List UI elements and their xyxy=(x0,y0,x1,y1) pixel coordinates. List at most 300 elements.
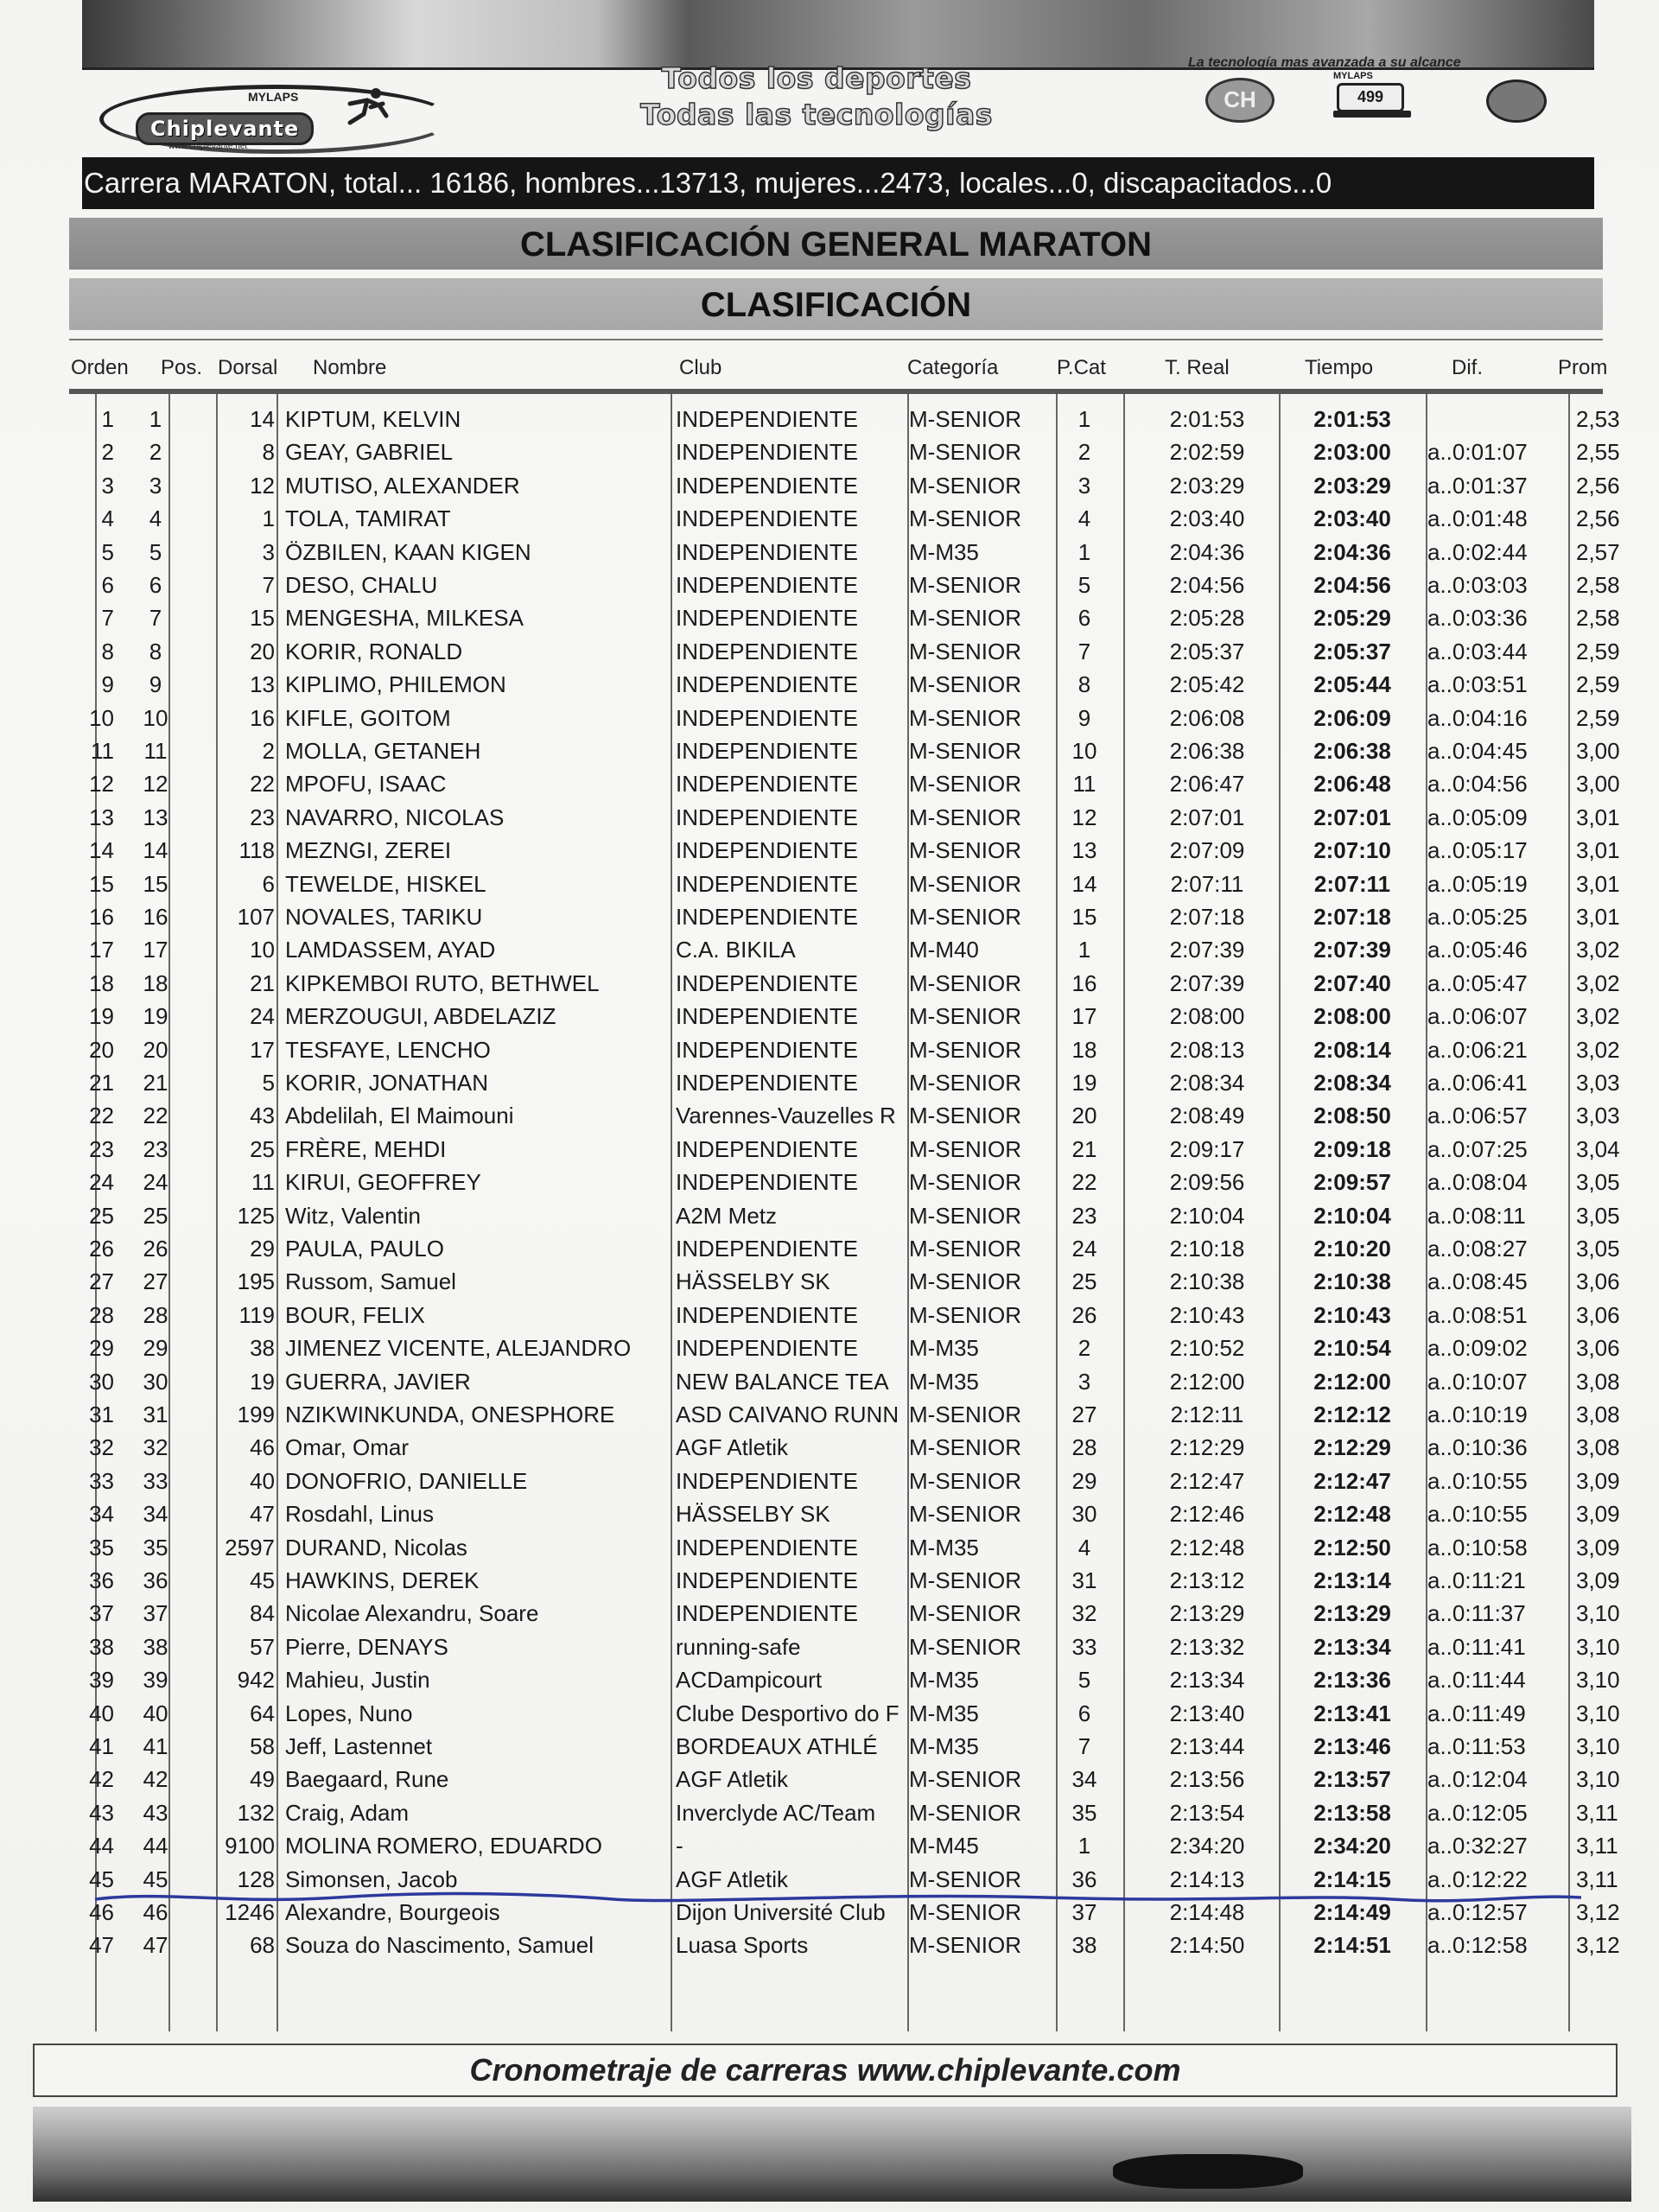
cell-prom: 3,08 xyxy=(1576,1368,1620,1395)
cell-treal: 2:13:40 xyxy=(1169,1700,1245,1726)
cell-orden: 27 xyxy=(89,1268,114,1295)
cell-club: INDEPENDIENTE xyxy=(676,505,858,532)
cell-dorsal: 20 xyxy=(250,638,275,664)
cell-treal: 2:05:28 xyxy=(1169,605,1245,632)
cell-treal: 2:13:44 xyxy=(1169,1733,1245,1759)
cell-pcat: 17 xyxy=(1071,1003,1097,1030)
cell-club: A2M Metz xyxy=(676,1202,778,1229)
cell-prom: 3,09 xyxy=(1576,1467,1620,1494)
cell-club: INDEPENDIENTE xyxy=(676,837,858,864)
cell-orden: 9 xyxy=(101,671,114,698)
cell-treal: 2:13:29 xyxy=(1169,1600,1245,1627)
cell-cat: M-M45 xyxy=(909,1833,979,1859)
cell-treal: 2:13:34 xyxy=(1169,1667,1245,1694)
cell-orden: 33 xyxy=(89,1467,114,1494)
cell-orden: 17 xyxy=(89,937,114,963)
cell-club: AGF Atletik xyxy=(676,1766,789,1793)
table-row xyxy=(0,1728,1659,1761)
cell-treal: 2:12:48 xyxy=(1169,1534,1245,1560)
cell-pcat: 27 xyxy=(1071,1402,1097,1427)
table-row xyxy=(0,799,1659,832)
photo-shape xyxy=(1113,2154,1303,2189)
cell-nombre: Souza do Nascimento, Samuel xyxy=(285,1932,594,1959)
cell-cat: M-M35 xyxy=(909,1733,979,1759)
cell-tiempo: 2:09:18 xyxy=(1313,1135,1391,1162)
cell-club: C.A. BIKILA xyxy=(676,937,796,963)
cell-dorsal: 49 xyxy=(250,1766,275,1793)
cell-pcat: 9 xyxy=(1077,704,1091,731)
cell-cat: M-SENIOR xyxy=(909,1236,1021,1262)
results-table xyxy=(0,394,1659,2031)
cell-treal: 2:07:39 xyxy=(1169,937,1245,963)
cell-pos: 28 xyxy=(143,1301,168,1328)
table-row xyxy=(0,534,1659,567)
cell-club: INDEPENDIENTE xyxy=(676,904,858,930)
cell-prom: 3,10 xyxy=(1576,1766,1620,1793)
cell-treal: 2:01:53 xyxy=(1169,406,1245,432)
cell-treal: 2:08:49 xyxy=(1169,1103,1245,1129)
cell-nombre: Abdelilah, El Maimouni xyxy=(285,1103,514,1129)
cell-pcat: 3 xyxy=(1077,1368,1091,1395)
cell-dorsal: 25 xyxy=(250,1135,275,1162)
cell-club: INDEPENDIENTE xyxy=(676,538,858,565)
cell-tiempo: 2:12:48 xyxy=(1313,1501,1391,1528)
cell-club: INDEPENDIENTE xyxy=(676,738,858,764)
cell-club: INDEPENDIENTE xyxy=(676,1003,858,1030)
cell-cat: M-SENIOR xyxy=(909,969,1021,996)
cell-treal: 2:07:09 xyxy=(1169,837,1245,864)
cell-cat: M-SENIOR xyxy=(909,870,1021,897)
cell-dorsal: 64 xyxy=(250,1700,275,1726)
cell-dif: a..0:05:19 xyxy=(1427,870,1528,897)
cell-tiempo: 2:01:53 xyxy=(1313,406,1391,432)
cell-dif: a..0:07:25 xyxy=(1427,1135,1528,1162)
cell-club: Clube Desportivo do F xyxy=(676,1700,899,1726)
cell-pos: 45 xyxy=(143,1866,168,1892)
cell-pcat: 15 xyxy=(1071,904,1097,930)
cell-dorsal: 8 xyxy=(262,439,275,466)
cell-prom: 3,00 xyxy=(1576,771,1620,798)
cell-cat: M-SENIOR xyxy=(909,1501,1021,1528)
cell-cat: M-SENIOR xyxy=(909,1899,1021,1925)
cell-dorsal: 40 xyxy=(250,1467,275,1494)
cell-prom: 3,01 xyxy=(1576,870,1620,897)
cell-treal: 2:13:32 xyxy=(1169,1633,1245,1660)
cell-cat: M-SENIOR xyxy=(909,1633,1021,1660)
cell-pos: 2 xyxy=(149,439,162,466)
cell-dorsal: 58 xyxy=(250,1733,275,1759)
cell-prom: 3,03 xyxy=(1576,1103,1620,1129)
cell-treal: 2:03:29 xyxy=(1169,472,1245,499)
cell-dorsal: 199 xyxy=(237,1402,275,1427)
cell-prom: 3,09 xyxy=(1576,1501,1620,1528)
cell-pcat: 10 xyxy=(1071,738,1097,764)
cell-pcat: 34 xyxy=(1071,1766,1097,1793)
cell-club: INDEPENDIENTE xyxy=(676,1036,858,1063)
ch-logo-icon: CH xyxy=(1205,78,1274,123)
cell-club: INDEPENDIENTE xyxy=(676,1534,858,1560)
cell-treal: 2:09:17 xyxy=(1169,1135,1245,1162)
cell-dorsal: 13 xyxy=(250,671,275,698)
cell-orden: 34 xyxy=(89,1501,114,1528)
cell-tiempo: 2:06:38 xyxy=(1313,738,1391,764)
cell-dorsal: 5 xyxy=(262,1070,275,1096)
cell-club: - xyxy=(676,1833,683,1859)
table-row xyxy=(0,1263,1659,1296)
cell-nombre: Nicolae Alexandru, Soare xyxy=(285,1600,539,1627)
cell-dif: a..0:06:41 xyxy=(1427,1070,1528,1096)
cell-orden: 21 xyxy=(89,1070,114,1096)
cell-pcat: 14 xyxy=(1071,870,1097,897)
cell-cat: M-SENIOR xyxy=(909,1036,1021,1063)
col-header-nombre: Nombre xyxy=(313,356,387,379)
cell-orden: 37 xyxy=(89,1600,114,1627)
badge-mylaps-text: MYLAPS xyxy=(1333,71,1373,81)
cell-prom: 3,06 xyxy=(1576,1268,1620,1295)
cell-treal: 2:07:11 xyxy=(1170,870,1244,897)
table-row xyxy=(0,600,1659,632)
table-row xyxy=(0,1595,1659,1628)
badge-underline xyxy=(1333,111,1411,118)
cell-cat: M-SENIOR xyxy=(909,1932,1021,1959)
cell-pcat: 6 xyxy=(1077,1700,1091,1726)
cell-nombre: Mahieu, Justin xyxy=(285,1667,430,1694)
cell-tiempo: 2:06:48 xyxy=(1313,771,1391,798)
cell-orden: 14 xyxy=(89,837,114,864)
cell-pcat: 26 xyxy=(1071,1301,1097,1328)
cell-nombre: KIRUI, GEOFFREY xyxy=(285,1169,481,1196)
cell-nombre: TOLA, TAMIRAT xyxy=(285,505,451,532)
cell-dorsal: 57 xyxy=(250,1633,275,1660)
cell-pcat: 1 xyxy=(1077,937,1091,963)
cell-prom: 3,11 xyxy=(1576,1833,1618,1859)
cell-dorsal: 7 xyxy=(262,572,275,598)
cell-pcat: 36 xyxy=(1071,1866,1097,1892)
cell-tiempo: 2:04:56 xyxy=(1313,572,1391,598)
cell-nombre: Simonsen, Jacob xyxy=(285,1866,458,1892)
table-row xyxy=(0,633,1659,666)
cell-club: INDEPENDIENTE xyxy=(676,969,858,996)
cell-club: INDEPENDIENTE xyxy=(676,1236,858,1262)
cell-orden: 11 xyxy=(91,738,114,764)
cell-pos: 3 xyxy=(149,472,162,499)
cell-dorsal: 19 xyxy=(250,1368,275,1395)
race-summary-banner xyxy=(82,157,1594,209)
table-row xyxy=(0,1396,1659,1429)
cell-nombre: FRÈRE, MEHDI xyxy=(285,1135,447,1162)
cell-orden: 7 xyxy=(101,605,114,632)
cell-dorsal: 2 xyxy=(262,738,275,764)
cell-club: INDEPENDIENTE xyxy=(676,1169,858,1196)
cell-cat: M-M35 xyxy=(909,1667,979,1694)
cell-club: INDEPENDIENTE xyxy=(676,1070,858,1096)
cell-orden: 20 xyxy=(89,1036,114,1063)
cell-dif: a..0:06:57 xyxy=(1427,1103,1528,1129)
cell-dorsal: 22 xyxy=(250,771,275,798)
cell-pos: 34 xyxy=(143,1501,168,1528)
cell-nombre: Lopes, Nuno xyxy=(285,1700,413,1726)
cell-nombre: Craig, Adam xyxy=(285,1799,410,1826)
cell-club: INDEPENDIENTE xyxy=(676,1301,858,1328)
cell-pos: 6 xyxy=(149,572,162,598)
cell-dorsal: 29 xyxy=(250,1236,275,1262)
cell-tiempo: 2:10:20 xyxy=(1313,1236,1391,1262)
cell-club: INDEPENDIENTE xyxy=(676,439,858,466)
cell-cat: M-SENIOR xyxy=(909,771,1021,798)
cell-dorsal: 45 xyxy=(250,1567,275,1593)
cell-tiempo: 2:05:37 xyxy=(1313,638,1391,664)
cell-tiempo: 2:08:14 xyxy=(1313,1036,1391,1063)
cell-orden: 39 xyxy=(89,1667,114,1694)
col-header-dif: Dif. xyxy=(1452,356,1483,379)
table-row xyxy=(0,733,1659,766)
cell-treal: 2:12:47 xyxy=(1169,1467,1245,1494)
cell-nombre: LAMDASSEM, AYAD xyxy=(285,937,496,963)
table-row xyxy=(0,1131,1659,1164)
cell-dif: a..0:12:58 xyxy=(1427,1932,1528,1959)
cell-cat: M-SENIOR xyxy=(909,1070,1021,1096)
cell-pcat: 38 xyxy=(1071,1932,1097,1959)
cell-pos: 35 xyxy=(143,1534,168,1560)
cell-club: INDEPENDIENTE xyxy=(676,605,858,632)
table-row xyxy=(0,1363,1659,1396)
col-header-dorsal: Dorsal xyxy=(218,356,278,379)
cell-treal: 2:14:48 xyxy=(1169,1899,1245,1925)
cell-dorsal: 3 xyxy=(262,538,275,565)
cell-cat: M-SENIOR xyxy=(909,1766,1021,1793)
table-row xyxy=(0,1463,1659,1496)
cell-club: running-safe xyxy=(676,1633,801,1660)
cell-prom: 2,59 xyxy=(1576,671,1620,698)
cell-dorsal: 1 xyxy=(262,505,275,532)
cell-treal: 2:05:42 xyxy=(1169,671,1245,698)
cell-prom: 3,08 xyxy=(1576,1402,1620,1427)
cell-orden: 32 xyxy=(89,1434,114,1461)
cell-cat: M-SENIOR xyxy=(909,638,1021,664)
cell-treal: 2:10:43 xyxy=(1169,1301,1245,1328)
table-row xyxy=(0,1496,1659,1529)
cell-tiempo: 2:07:11 xyxy=(1313,870,1391,897)
cell-treal: 2:08:13 xyxy=(1169,1036,1245,1063)
cell-pcat: 4 xyxy=(1077,505,1091,532)
cell-cat: M-M35 xyxy=(909,538,979,565)
cell-prom: 3,10 xyxy=(1576,1733,1620,1759)
cell-orden: 36 xyxy=(89,1567,114,1593)
cell-tiempo: 2:13:58 xyxy=(1313,1799,1391,1826)
cell-dif: a..0:10:36 xyxy=(1427,1434,1528,1461)
cell-tiempo: 2:10:04 xyxy=(1313,1202,1391,1229)
cell-pos: 29 xyxy=(143,1335,168,1362)
cell-nombre: KIPLIMO, PHILEMON xyxy=(285,671,506,698)
cell-dif: a..0:04:45 xyxy=(1427,738,1528,764)
cell-dif: a..0:09:02 xyxy=(1427,1335,1528,1362)
cell-tiempo: 2:07:10 xyxy=(1313,837,1391,864)
cell-pcat: 30 xyxy=(1071,1501,1097,1528)
cell-prom: 3,01 xyxy=(1576,804,1620,830)
cell-tiempo: 2:09:57 xyxy=(1313,1169,1391,1196)
table-row xyxy=(0,500,1659,533)
cell-orden: 3 xyxy=(101,472,114,499)
cell-pos: 32 xyxy=(143,1434,168,1461)
cell-nombre: Omar, Omar xyxy=(285,1434,410,1461)
cell-prom: 3,12 xyxy=(1576,1932,1620,1959)
cell-pos: 4 xyxy=(149,505,162,532)
table-row xyxy=(0,1065,1659,1097)
cell-dif: a..0:05:17 xyxy=(1427,837,1528,864)
table-row xyxy=(0,1529,1659,1562)
table-row xyxy=(0,1662,1659,1694)
cell-orden: 28 xyxy=(89,1301,114,1328)
cell-treal: 2:14:50 xyxy=(1169,1932,1245,1959)
cell-club: INDEPENDIENTE xyxy=(676,1335,858,1362)
cell-cat: M-SENIOR xyxy=(909,1402,1021,1427)
table-row xyxy=(0,700,1659,733)
cell-pos: 24 xyxy=(143,1169,168,1196)
cell-dorsal: 43 xyxy=(250,1103,275,1129)
cell-dorsal: 9100 xyxy=(225,1833,275,1859)
cell-pcat: 5 xyxy=(1077,1667,1091,1694)
cell-pcat: 29 xyxy=(1071,1467,1097,1494)
cell-cat: M-SENIOR xyxy=(909,1799,1021,1826)
cell-orden: 24 xyxy=(89,1169,114,1196)
cell-dorsal: 11 xyxy=(251,1169,275,1196)
cell-pos: 12 xyxy=(143,771,168,798)
cell-treal: 2:06:47 xyxy=(1169,771,1245,798)
cell-treal: 2:10:38 xyxy=(1169,1268,1245,1295)
cell-nombre: Russom, Samuel xyxy=(285,1268,456,1295)
cell-pos: 46 xyxy=(143,1899,168,1925)
cell-treal: 2:13:54 xyxy=(1169,1799,1245,1826)
cell-orden: 6 xyxy=(101,572,114,598)
cell-pcat: 32 xyxy=(1071,1600,1097,1627)
cell-nombre: MEZNGI, ZEREI xyxy=(285,837,452,864)
cell-nombre: JIMENEZ VICENTE, ALEJANDRO xyxy=(285,1335,632,1362)
cell-tiempo: 2:05:29 xyxy=(1313,605,1391,632)
cell-pos: 22 xyxy=(143,1103,168,1129)
cell-orden: 47 xyxy=(89,1932,114,1959)
cell-cat: M-SENIOR xyxy=(909,738,1021,764)
cell-pos: 9 xyxy=(149,671,162,698)
table-row xyxy=(0,1562,1659,1595)
cell-dif: a..0:05:47 xyxy=(1427,969,1528,996)
table-row xyxy=(0,1297,1659,1330)
cell-nombre: PAULA, PAULO xyxy=(285,1236,444,1262)
cell-pcat: 3 xyxy=(1077,472,1091,499)
cell-dorsal: 128 xyxy=(237,1866,275,1892)
cell-dif: a..0:10:19 xyxy=(1427,1402,1528,1427)
header xyxy=(82,55,1594,157)
cell-pcat: 22 xyxy=(1071,1169,1097,1196)
cell-nombre: NAVARRO, NICOLAS xyxy=(285,804,505,830)
logo-web: www.chiplevante.net xyxy=(168,142,248,151)
cell-pos: 33 xyxy=(143,1467,168,1494)
cell-pos: 25 xyxy=(143,1202,168,1229)
cell-prom: 3,10 xyxy=(1576,1633,1620,1660)
tagline: La tecnología mas avanzada a su alcance xyxy=(1188,55,1461,70)
cell-dorsal: 6 xyxy=(262,870,275,897)
cell-pos: 41 xyxy=(143,1733,168,1759)
cell-cat: M-SENIOR xyxy=(909,572,1021,598)
cell-orden: 18 xyxy=(89,969,114,996)
table-row xyxy=(0,1032,1659,1065)
table-row xyxy=(0,1429,1659,1462)
cell-nombre: MUTISO, ALEXANDER xyxy=(285,472,520,499)
cell-cat: M-SENIOR xyxy=(909,1202,1021,1229)
cell-orden: 31 xyxy=(89,1402,114,1427)
table-row xyxy=(0,666,1659,699)
cell-pos: 30 xyxy=(143,1368,168,1395)
cell-pos: 13 xyxy=(143,804,168,830)
cell-tiempo: 2:13:36 xyxy=(1313,1667,1391,1694)
cell-prom: 3,06 xyxy=(1576,1301,1620,1328)
cell-treal: 2:07:01 xyxy=(1169,804,1245,830)
cell-pos: 11 xyxy=(143,738,168,764)
cell-tiempo: 2:07:18 xyxy=(1313,904,1391,930)
cell-dorsal: 119 xyxy=(238,1301,275,1328)
cell-tiempo: 2:08:34 xyxy=(1313,1070,1391,1096)
table-row xyxy=(0,1097,1659,1130)
cell-dorsal: 23 xyxy=(250,804,275,830)
cell-cat: M-SENIOR xyxy=(909,1434,1021,1461)
table-row xyxy=(0,998,1659,1031)
cell-prom: 2,53 xyxy=(1576,406,1620,432)
cell-orden: 12 xyxy=(89,771,114,798)
table-row xyxy=(0,931,1659,964)
cell-dif: a..0:11:49 xyxy=(1427,1700,1526,1726)
cell-club: ASD CAIVANO RUNN xyxy=(676,1402,899,1427)
cell-orden: 42 xyxy=(89,1766,114,1793)
cell-cat: M-SENIOR xyxy=(909,704,1021,731)
cell-tiempo: 2:03:29 xyxy=(1313,472,1391,499)
cell-club: NEW BALANCE TEA xyxy=(676,1368,889,1395)
slogan-line-1: Todos los deportes xyxy=(661,61,972,95)
cell-dif: a..0:03:44 xyxy=(1427,638,1528,664)
cell-club: INDEPENDIENTE xyxy=(676,1467,858,1494)
cell-nombre: DESO, CHALU xyxy=(285,572,438,598)
cell-pcat: 11 xyxy=(1072,771,1096,798)
cell-pos: 21 xyxy=(143,1070,168,1096)
cell-orden: 40 xyxy=(89,1700,114,1726)
cell-cat: M-SENIOR xyxy=(909,804,1021,830)
cell-tiempo: 2:03:00 xyxy=(1313,439,1391,466)
cell-pos: 47 xyxy=(143,1932,168,1959)
cell-club: Varennes-Vauzelles R xyxy=(676,1103,896,1129)
badge-499-text: 499 xyxy=(1337,83,1404,112)
cell-pos: 20 xyxy=(143,1036,168,1063)
cell-orden: 46 xyxy=(89,1899,114,1925)
cell-pos: 38 xyxy=(143,1633,168,1660)
slogan xyxy=(575,60,1058,133)
cell-dif: a..0:04:16 xyxy=(1427,704,1528,731)
cell-dorsal: 84 xyxy=(250,1600,275,1627)
cell-nombre: DURAND, Nicolas xyxy=(285,1534,467,1560)
cell-orden: 45 xyxy=(89,1866,114,1892)
cell-pos: 39 xyxy=(143,1667,168,1694)
cell-dorsal: 10 xyxy=(250,937,275,963)
footer: Cronometraje de carreras www.chiplevante.com xyxy=(33,2044,1618,2097)
cell-treal: 2:08:34 xyxy=(1169,1070,1245,1096)
cell-nombre: KORIR, JONATHAN xyxy=(285,1070,488,1096)
cell-nombre: DONOFRIO, DANIELLE xyxy=(285,1467,528,1494)
cell-dif: a..0:06:07 xyxy=(1427,1003,1528,1030)
cell-pos: 7 xyxy=(149,605,162,632)
cell-treal: 2:12:29 xyxy=(1169,1434,1245,1461)
cell-nombre: TEWELDE, HISKEL xyxy=(285,870,486,897)
table-row xyxy=(0,832,1659,865)
cell-orden: 10 xyxy=(89,704,114,731)
cell-dif: a..0:11:21 xyxy=(1427,1567,1526,1593)
cell-pos: 8 xyxy=(149,638,162,664)
